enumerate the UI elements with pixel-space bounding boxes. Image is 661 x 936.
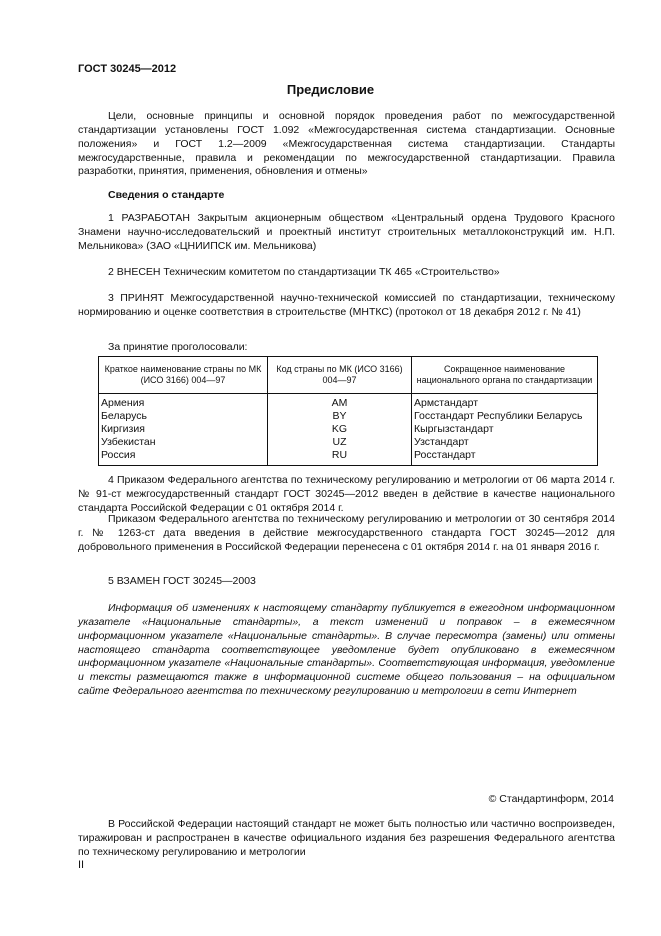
country-cell: Армения [99,394,268,411]
item-adopted: 3 ПРИНЯТ Межгосударственной научно-технической комиссией по стандартизации, техническому нормированию и оценке соответствия в строительстве (МНТКС) (протокол от 18 декабря 2012 г. № 41) [78,292,615,318]
reproduction-notice: В Российской Федерации настоящий стандарт не может быть полностью или частично воспроизведен, тиражирован и распространен в качестве официального издания без разрешения Федерального агентства по техническому регулированию и метрологии [78,818,615,858]
document-code: ГОСТ 30245—2012 [78,63,177,75]
votes-caption: За принятие проголосовали: [108,341,248,353]
item-replaces: 5 ВЗАМЕН ГОСТ 30245—2003 [108,575,256,587]
votes-table [98,356,598,466]
copyright: © Стандартинформ, 2014 [488,793,614,805]
country-cell: Киргизия [99,423,268,436]
section-heading: Сведения о стандарте [108,189,225,201]
code-cell: AM [268,394,412,411]
country-cell: Узбекистан [99,436,268,449]
table-row [99,436,598,449]
column-header-body: Сокращенное наименование национального органа по стандартизации [412,357,598,394]
body-cell: Росстандарт [412,449,598,466]
column-header-country: Краткое наименование страны по МК (ИСО 3166) 004—97 [99,357,268,394]
table-row [99,410,598,423]
table-row [99,423,598,436]
page-number: II [78,859,85,871]
item-introduced: 4 Приказом Федерального агентства по техническому регулированию и метрологии от 06 марта 2014 г. № 91-ст межгосударственный стандарт ГОСТ 30245—2012 введен в действие в качестве национального стандарта Российской Федерации с 01 октября 2014 г. [78,474,615,514]
code-cell: UZ [268,436,412,449]
body-cell: Узстандарт [412,436,598,449]
table-row [99,449,598,466]
intro-paragraph: Цели, основные принципы и основной порядок проведения работ по межгосударственной стандартизации установлены ГОСТ 1.092 «Межгосударственная система стандартизации. Основные положения» и ГОСТ 1.2—2009 «Межгосударственная система стандартизации. Стандарты межгосударственные, правила и рекомендации по межгосударственной стандартизации. Правила разработки, принятия, применения, обновления и отмены» [78,110,615,178]
code-cell: BY [268,410,412,423]
item-submitted: 2 ВНЕСЕН Техническим комитетом по стандартизации ТК 465 «Строительство» [108,266,500,278]
body-cell: Армстандарт [412,394,598,411]
table-header-row [99,357,598,394]
body-cell: Госстандарт Республики Беларусь [412,410,598,423]
item-introduced-amendment: Приказом Федерального агентства по техническому регулированию и метрологии от 30 сентября 2014 г. № 1263-ст дата введения в действие межгосударственного стандарта ГОСТ 30245—2012 для добровольного применения в Российской Федерации перенесена с 01 октября 2014 г. на 01 января 2016 г. [78,513,615,553]
info-notice: Информация об изменениях к настоящему стандарту публикуется в ежегодном информационном указателе «Национальные стандарты», а текст изменений и поправок – в ежемесячном информационном указателе «Национальные стандарты». В случае пересмотра (замены) или отмены настоящего стандарта соответствующее уведомление будет опубликовано в ежемесячном информационном указателе «Национальные стандарты». Соответствующая информация, уведомление и тексты размещаются также в информационной системе общего пользования – на официальном сайте Федерального агентства по техническому регулированию и метрологии в сети Интернет [78,602,615,698]
page-title: Предисловие [286,82,375,97]
table-row [99,394,598,411]
body-cell: Кыргызстандарт [412,423,598,436]
code-cell: KG [268,423,412,436]
country-cell: Беларусь [99,410,268,423]
code-cell: RU [268,449,412,466]
column-header-code: Код страны по МК (ИСО 3166) 004—97 [268,357,412,394]
country-cell: Россия [99,449,268,466]
item-developed: 1 РАЗРАБОТАН Закрытым акционерным обществом «Центральный ордена Трудового Красного Знамени научно-исследовательский и проектный институт строительных металлоконструкций им. Н.П. Мельникова» (ЗАО «ЦНИИПСК им. Мельникова) [78,212,615,252]
